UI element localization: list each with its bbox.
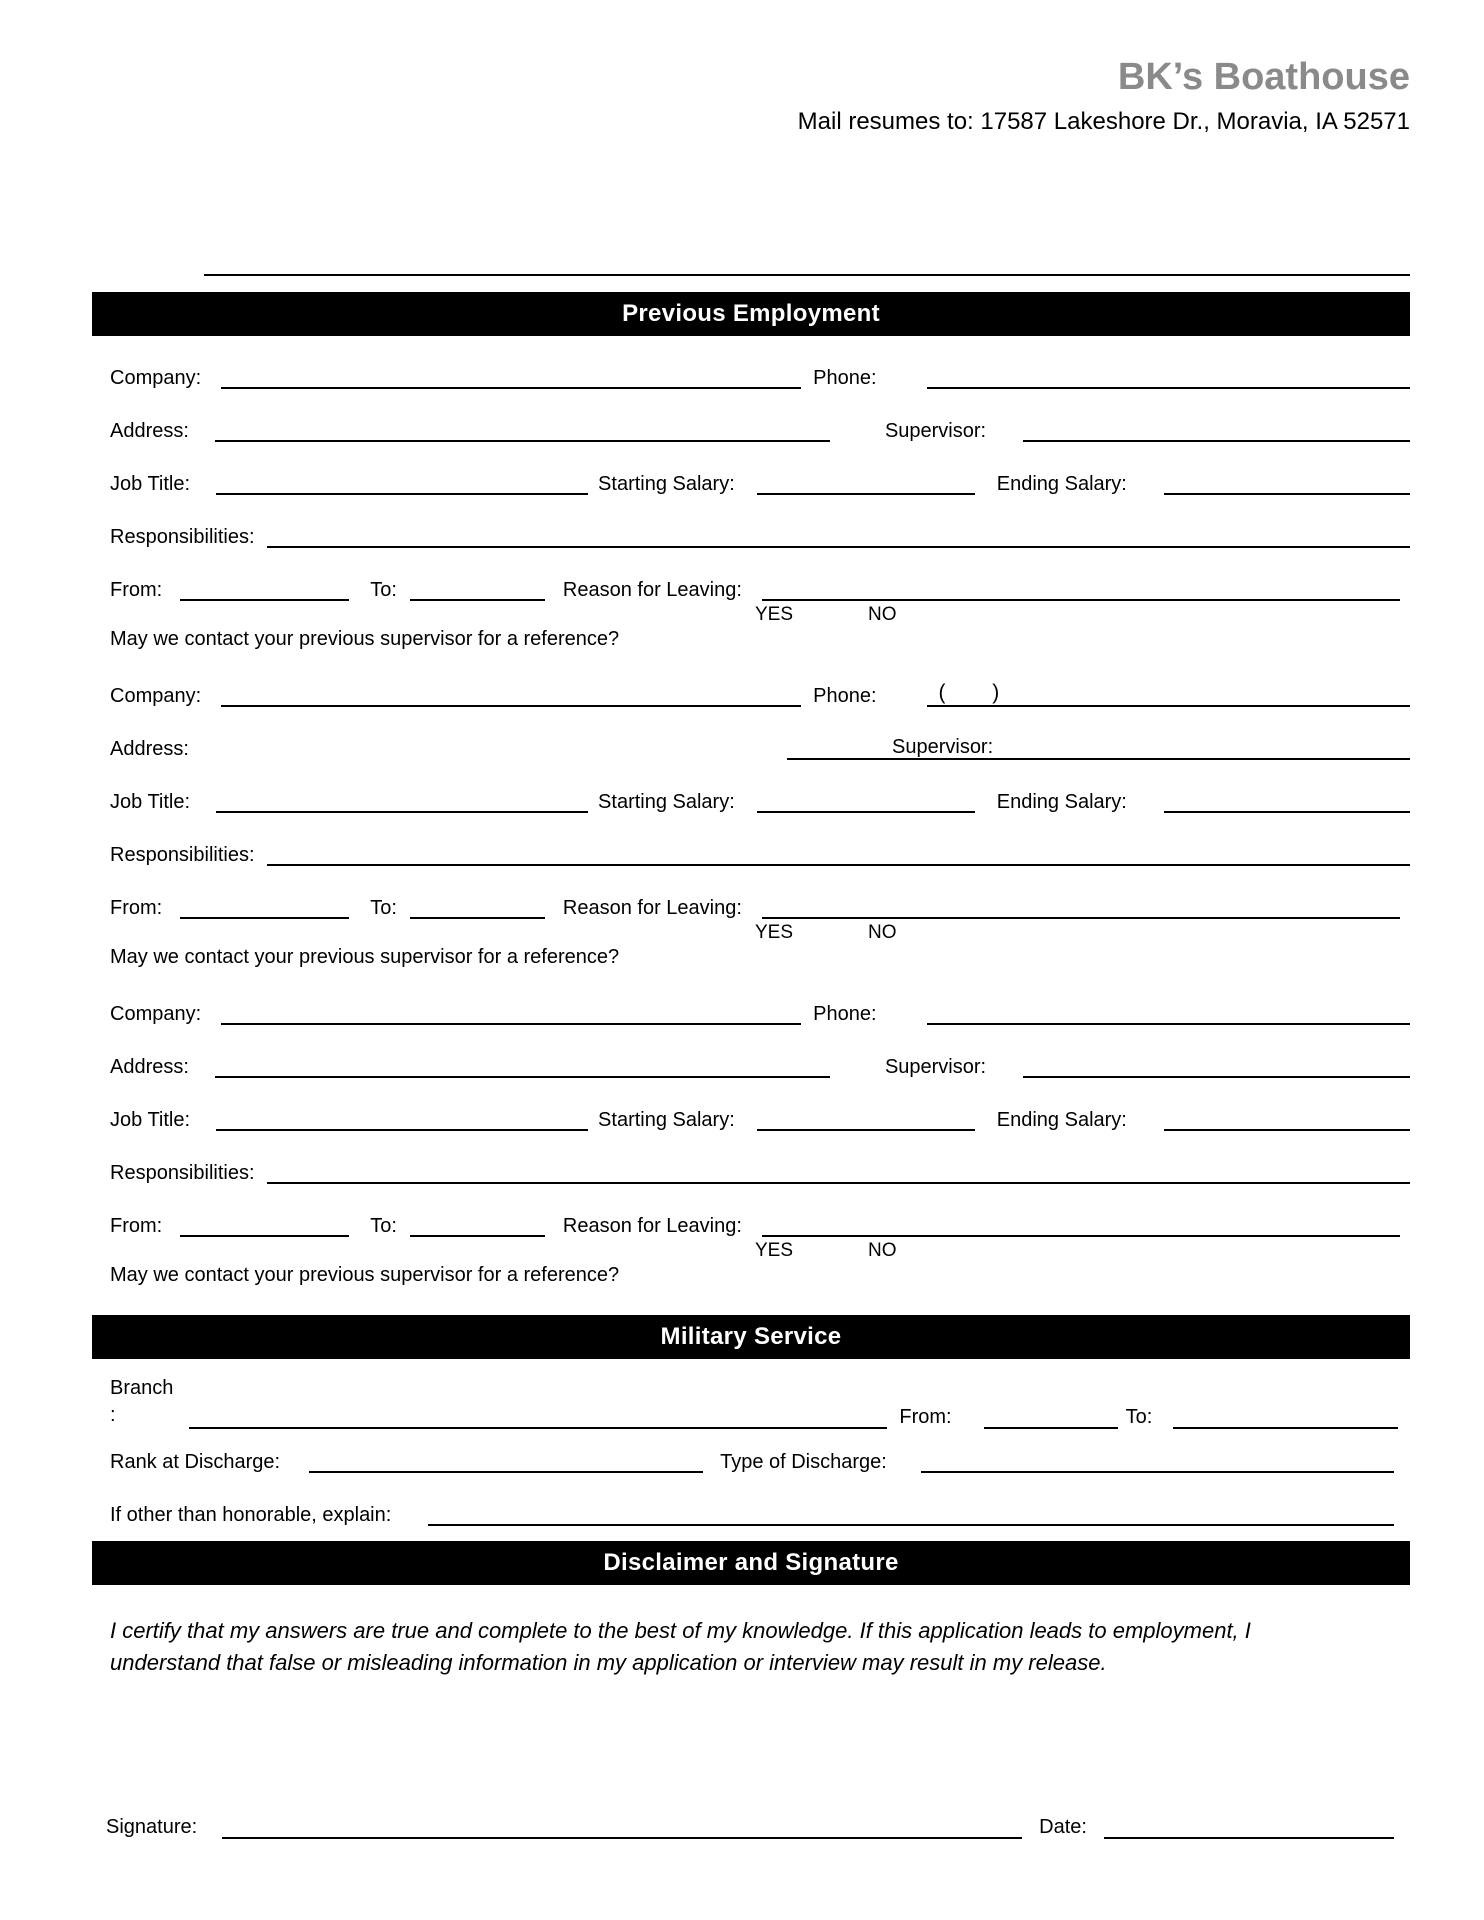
company-label: Company:: [110, 685, 202, 708]
from-field[interactable]: [180, 1211, 349, 1237]
date-label: Date:: [1039, 1816, 1087, 1839]
from-to-reason-row: [110, 891, 1410, 919]
to-label: To:: [370, 897, 397, 920]
from-field[interactable]: [180, 893, 349, 919]
yes-no-options: [755, 605, 1410, 625]
supervisor-field[interactable]: [787, 732, 1410, 760]
responsibilities-field[interactable]: [267, 840, 1410, 866]
address-supervisor-row: [110, 414, 1410, 442]
ending-salary-field[interactable]: [1164, 787, 1410, 813]
section-previous-employment: Previous Employment: [92, 292, 1410, 336]
job-title-field[interactable]: [216, 469, 588, 495]
reason-for-leaving-field[interactable]: [762, 1211, 1400, 1237]
jobtitle-salary-row: [110, 785, 1410, 813]
responsibilities-field[interactable]: [267, 522, 1410, 548]
rank-at-discharge-label: Rank at Discharge:: [110, 1451, 281, 1474]
supervisor-field[interactable]: [1023, 416, 1410, 442]
starting-salary-label: Starting Salary:: [598, 1109, 735, 1132]
no-option[interactable]: NO: [868, 1240, 897, 1262]
company-phone-row: [110, 997, 1410, 1025]
ending-salary-label: Ending Salary:: [996, 791, 1127, 814]
from-label: From:: [110, 897, 163, 920]
responsibilities-row: [110, 838, 1410, 866]
branch-row: [110, 1363, 1410, 1429]
form-header: [92, 56, 1410, 135]
reason-for-leaving-label: Reason for Leaving:: [562, 1215, 742, 1238]
supervisor-field[interactable]: [1023, 1052, 1410, 1078]
starting-salary-label: Starting Salary:: [598, 473, 735, 496]
ending-salary-field[interactable]: [1164, 1105, 1410, 1131]
signature-field[interactable]: [222, 1813, 1022, 1839]
company-field[interactable]: [221, 363, 801, 389]
phone-field[interactable]: [927, 999, 1410, 1025]
from-to-reason-row: [110, 1209, 1410, 1237]
employment-block-1: [92, 361, 1410, 651]
date-field[interactable]: [1104, 1813, 1394, 1839]
from-field[interactable]: [180, 575, 349, 601]
address-supervisor-row: [110, 1050, 1410, 1078]
explain-field[interactable]: [428, 1500, 1394, 1526]
type-of-discharge-field[interactable]: [921, 1447, 1394, 1473]
mail-resumes-line: Mail resumes to: 17587 Lakeshore Dr., Moravia, IA 52571: [797, 107, 1410, 135]
responsibilities-field[interactable]: [267, 1158, 1410, 1184]
company-label: Company:: [110, 1003, 202, 1026]
starting-salary-field[interactable]: [757, 1105, 975, 1131]
reason-for-leaving-field[interactable]: [762, 575, 1400, 601]
phone-label: Phone:: [813, 1003, 877, 1026]
disclaimer-paragraph: I certify that my answers are true and complete to the best of my knowledge. If this application leads to employment, I understand that false or misleading information in my application or interview may result in my release.: [110, 1618, 1251, 1676]
header-divider-line: [204, 274, 1410, 276]
reason-for-leaving-label: Reason for Leaving:: [562, 897, 742, 920]
rank-discharge-row: [110, 1445, 1410, 1473]
branch-label-word: Branch: [110, 1377, 174, 1400]
branch-label: [110, 1375, 173, 1429]
military-from-label: From:: [899, 1406, 952, 1429]
rank-at-discharge-field[interactable]: [309, 1447, 703, 1473]
starting-salary-label: Starting Salary:: [598, 791, 735, 814]
military-to-label: To:: [1125, 1406, 1153, 1429]
company-title: BK’s Boathouse: [1117, 56, 1410, 98]
starting-salary-field[interactable]: [757, 787, 975, 813]
from-to-reason-row: [110, 573, 1410, 601]
phone-label: Phone:: [813, 367, 877, 390]
to-field[interactable]: [410, 575, 545, 601]
job-title-field[interactable]: [216, 787, 588, 813]
responsibilities-row: [110, 1156, 1410, 1184]
address-field[interactable]: [215, 1052, 830, 1078]
phone-field[interactable]: ( ): [927, 681, 1410, 707]
section-military-service: Military Service: [92, 1315, 1410, 1359]
phone-field[interactable]: [927, 363, 1410, 389]
supervisor-label: Supervisor:: [884, 1056, 987, 1079]
address-label: Address:: [110, 420, 189, 443]
yes-no-options: [755, 923, 1410, 943]
ending-salary-label: Ending Salary:: [996, 473, 1127, 496]
explain-row: [110, 1498, 1410, 1526]
to-label: To:: [370, 1215, 397, 1238]
responsibilities-label: Responsibilities:: [110, 1162, 255, 1185]
yes-option[interactable]: YES: [755, 922, 794, 944]
responsibilities-row: [110, 520, 1410, 548]
signature-date-row: [106, 1811, 1410, 1839]
reason-for-leaving-field[interactable]: [762, 893, 1400, 919]
military-to-field[interactable]: [1173, 1403, 1398, 1429]
from-label: From:: [110, 579, 163, 602]
to-field[interactable]: [410, 893, 545, 919]
employment-block-2: [92, 679, 1410, 969]
to-field[interactable]: [410, 1211, 545, 1237]
job-title-label: Job Title:: [110, 791, 191, 814]
if-other-than-honorable-label: If other than honorable, explain:: [110, 1504, 392, 1527]
signature-label: Signature:: [106, 1816, 198, 1839]
type-of-discharge-label: Type of Discharge:: [720, 1451, 887, 1474]
responsibilities-label: Responsibilities:: [110, 844, 255, 867]
starting-salary-field[interactable]: [757, 469, 975, 495]
responsibilities-label: Responsibilities:: [110, 526, 255, 549]
supervisor-label: Supervisor:: [884, 420, 987, 443]
branch-label-colon: :: [110, 1404, 116, 1427]
ending-salary-label: Ending Salary:: [996, 1109, 1127, 1132]
company-field[interactable]: [221, 681, 801, 707]
job-title-field[interactable]: [216, 1105, 588, 1131]
yes-option[interactable]: YES: [755, 1240, 794, 1262]
address-label: Address:: [110, 1056, 189, 1079]
supervisor-label: Supervisor:: [892, 736, 994, 759]
address-supervisor-row: [110, 732, 1410, 760]
job-title-label: Job Title:: [110, 1109, 191, 1132]
no-option[interactable]: NO: [868, 604, 897, 626]
yes-no-options: [755, 1241, 1410, 1261]
military-from-field[interactable]: [984, 1403, 1118, 1429]
jobtitle-salary-row: [110, 467, 1410, 495]
no-option[interactable]: NO: [868, 922, 897, 944]
ending-salary-field[interactable]: [1164, 469, 1410, 495]
company-label: Company:: [110, 367, 202, 390]
may-we-contact-question: May we contact your previous supervisor for a reference?: [110, 946, 620, 969]
reason-for-leaving-label: Reason for Leaving:: [562, 579, 742, 602]
section-disclaimer-signature: Disclaimer and Signature: [92, 1541, 1410, 1585]
company-phone-row: [110, 679, 1410, 707]
may-we-contact-question: May we contact your previous supervisor for a reference?: [110, 628, 620, 651]
branch-field[interactable]: [189, 1403, 887, 1429]
may-we-contact-question: May we contact your previous supervisor for a reference?: [110, 1264, 620, 1287]
address-field[interactable]: [215, 416, 830, 442]
company-field[interactable]: [221, 999, 801, 1025]
to-label: To:: [370, 579, 397, 602]
disclaimer-block: [92, 1615, 1410, 1839]
company-phone-row: [110, 361, 1410, 389]
employment-block-3: [92, 997, 1410, 1287]
military-service-block: [92, 1363, 1410, 1526]
address-label: Address:: [110, 738, 189, 761]
from-label: From:: [110, 1215, 163, 1238]
phone-label: Phone:: [813, 685, 877, 708]
jobtitle-salary-row: [110, 1103, 1410, 1131]
job-title-label: Job Title:: [110, 473, 191, 496]
yes-option[interactable]: YES: [755, 604, 794, 626]
